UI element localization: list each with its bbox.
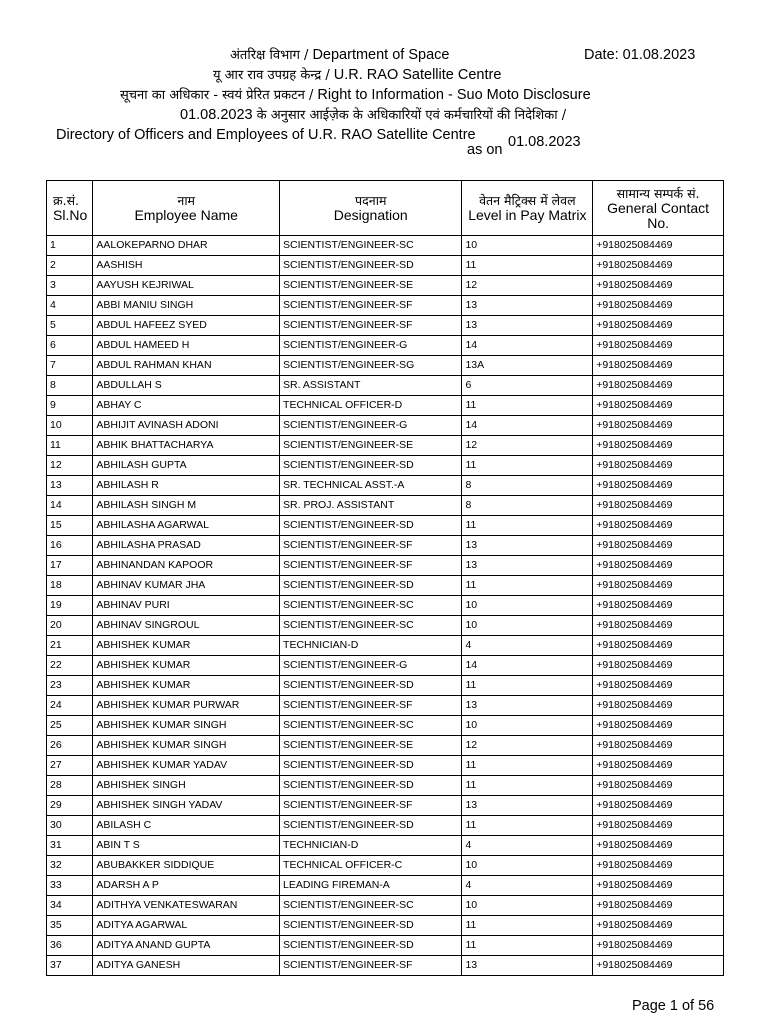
cell-designation: SCIENTIST/ENGINEER-SF	[280, 796, 462, 816]
cell-contact-no: +918025084469	[593, 736, 724, 756]
cell-designation: SCIENTIST/ENGINEER-SD	[280, 516, 462, 536]
cell-designation: TECHNICAL OFFICER-C	[280, 856, 462, 876]
cell-designation: SCIENTIST/ENGINEER-SF	[280, 536, 462, 556]
cell-contact-no: +918025084469	[593, 796, 724, 816]
cell-sl-no: 37	[47, 956, 93, 976]
header-department-hindi: अंतरिक्ष विभाग /	[230, 48, 309, 63]
cell-pay-level: 10	[462, 236, 593, 256]
cell-sl-no: 3	[47, 276, 93, 296]
cell-sl-no: 11	[47, 436, 93, 456]
cell-employee-name: ABHISHEK KUMAR	[93, 636, 280, 656]
cell-employee-name: AAYUSH KEJRIWAL	[93, 276, 280, 296]
cell-pay-level: 13	[462, 956, 593, 976]
cell-employee-name: ABDUL HAFEEZ SYED	[93, 316, 280, 336]
cell-pay-level: 11	[462, 816, 593, 836]
cell-designation: TECHNICIAN-D	[280, 636, 462, 656]
cell-pay-level: 4	[462, 876, 593, 896]
cell-contact-no: +918025084469	[593, 856, 724, 876]
table-row	[47, 736, 724, 756]
cell-sl-no: 6	[47, 336, 93, 356]
table-body	[47, 236, 724, 976]
table-row	[47, 956, 724, 976]
cell-designation: SCIENTIST/ENGINEER-SD	[280, 456, 462, 476]
cell-contact-no: +918025084469	[593, 516, 724, 536]
cell-pay-level: 13A	[462, 356, 593, 376]
cell-employee-name: ABHINAV PURI	[93, 596, 280, 616]
cell-designation: SCIENTIST/ENGINEER-SG	[280, 356, 462, 376]
cell-designation: SCIENTIST/ENGINEER-SE	[280, 276, 462, 296]
column-header-hindi: पदनाम	[355, 193, 387, 208]
cell-employee-name: AASHISH	[93, 256, 280, 276]
cell-contact-no: +918025084469	[593, 236, 724, 256]
cell-contact-no: +918025084469	[593, 916, 724, 936]
cell-sl-no: 35	[47, 916, 93, 936]
cell-designation: SCIENTIST/ENGINEER-G	[280, 416, 462, 436]
header-line-rti	[120, 86, 591, 105]
cell-employee-name: ABHILASHA PRASAD	[93, 536, 280, 556]
table-row	[47, 876, 724, 896]
header-directory-english: Directory of Officers and Employees of U.R. RAO Satellite Centre	[56, 127, 476, 143]
cell-designation: SCIENTIST/ENGINEER-SC	[280, 596, 462, 616]
cell-pay-level: 13	[462, 316, 593, 336]
cell-contact-no: +918025084469	[593, 956, 724, 976]
table-row	[47, 456, 724, 476]
cell-contact-no: +918025084469	[593, 676, 724, 696]
cell-designation: SCIENTIST/ENGINEER-SD	[280, 676, 462, 696]
cell-sl-no: 19	[47, 596, 93, 616]
cell-employee-name: ABHISHEK KUMAR SINGH	[93, 736, 280, 756]
cell-contact-no: +918025084469	[593, 256, 724, 276]
header-department-english: Department of Space	[308, 47, 450, 63]
cell-contact-no: +918025084469	[593, 656, 724, 676]
table-row	[47, 816, 724, 836]
cell-designation: SCIENTIST/ENGINEER-SF	[280, 316, 462, 336]
table-row	[47, 796, 724, 816]
cell-employee-name: ABHISHEK KUMAR	[93, 656, 280, 676]
cell-employee-name: ABHILASH R	[93, 476, 280, 496]
cell-designation: SCIENTIST/ENGINEER-SD	[280, 256, 462, 276]
cell-contact-no: +918025084469	[593, 456, 724, 476]
cell-employee-name: ABHIK BHATTACHARYA	[93, 436, 280, 456]
cell-employee-name: ABHILASH SINGH M	[93, 496, 280, 516]
cell-pay-level: 11	[462, 676, 593, 696]
cell-sl-no: 5	[47, 316, 93, 336]
table-row	[47, 856, 724, 876]
table-header-row	[47, 181, 724, 236]
cell-pay-level: 14	[462, 336, 593, 356]
cell-employee-name: ABHISHEK KUMAR SINGH	[93, 716, 280, 736]
cell-pay-level: 12	[462, 736, 593, 756]
cell-employee-name: ADITYA ANAND GUPTA	[93, 936, 280, 956]
table-row	[47, 516, 724, 536]
cell-designation: SR. ASSISTANT	[280, 376, 462, 396]
cell-sl-no: 18	[47, 576, 93, 596]
cell-designation: SR. TECHNICAL ASST.-A	[280, 476, 462, 496]
cell-pay-level: 10	[462, 716, 593, 736]
table-row	[47, 276, 724, 296]
table-row	[47, 396, 724, 416]
cell-employee-name: ABHINAV SINGROUL	[93, 616, 280, 636]
cell-sl-no: 24	[47, 696, 93, 716]
cell-contact-no: +918025084469	[593, 716, 724, 736]
cell-sl-no: 29	[47, 796, 93, 816]
cell-sl-no: 8	[47, 376, 93, 396]
header-rti-english: Right to Information - Suo Moto Disclosure	[313, 87, 591, 103]
cell-contact-no: +918025084469	[593, 476, 724, 496]
cell-contact-no: +918025084469	[593, 276, 724, 296]
cell-pay-level: 14	[462, 656, 593, 676]
cell-designation: SCIENTIST/ENGINEER-SE	[280, 436, 462, 456]
cell-contact-no: +918025084469	[593, 756, 724, 776]
cell-employee-name: ABHISHEK KUMAR PURWAR	[93, 696, 280, 716]
header-line-centre	[213, 66, 501, 85]
header-directory-date: 01.08.2023	[180, 107, 257, 123]
cell-contact-no: +918025084469	[593, 316, 724, 336]
cell-designation: SCIENTIST/ENGINEER-SF	[280, 556, 462, 576]
cell-employee-name: ABDUL HAMEED H	[93, 336, 280, 356]
header-as-on-date: 01.08.2023	[508, 134, 581, 150]
cell-designation: SCIENTIST/ENGINEER-G	[280, 336, 462, 356]
cell-pay-level: 8	[462, 476, 593, 496]
table-row	[47, 496, 724, 516]
cell-sl-no: 26	[47, 736, 93, 756]
cell-employee-name: ABHISHEK SINGH	[93, 776, 280, 796]
cell-pay-level: 11	[462, 936, 593, 956]
cell-designation: SCIENTIST/ENGINEER-SE	[280, 736, 462, 756]
cell-designation: SCIENTIST/ENGINEER-SC	[280, 236, 462, 256]
cell-sl-no: 16	[47, 536, 93, 556]
cell-contact-no: +918025084469	[593, 896, 724, 916]
cell-pay-level: 12	[462, 436, 593, 456]
cell-sl-no: 9	[47, 396, 93, 416]
cell-employee-name: ABBI MANIU SINGH	[93, 296, 280, 316]
table-row	[47, 316, 724, 336]
cell-employee-name: ABHISHEK KUMAR YADAV	[93, 756, 280, 776]
cell-pay-level: 10	[462, 616, 593, 636]
cell-sl-no: 15	[47, 516, 93, 536]
cell-contact-no: +918025084469	[593, 356, 724, 376]
cell-contact-no: +918025084469	[593, 336, 724, 356]
cell-employee-name: ABHINAV KUMAR JHA	[93, 576, 280, 596]
cell-pay-level: 4	[462, 836, 593, 856]
table-row	[47, 716, 724, 736]
cell-sl-no: 36	[47, 936, 93, 956]
cell-pay-level: 13	[462, 796, 593, 816]
cell-employee-name: ADITHYA VENKATESWARAN	[93, 896, 280, 916]
cell-pay-level: 10	[462, 896, 593, 916]
cell-pay-level: 12	[462, 276, 593, 296]
cell-sl-no: 17	[47, 556, 93, 576]
cell-contact-no: +918025084469	[593, 596, 724, 616]
table-row	[47, 556, 724, 576]
cell-designation: SCIENTIST/ENGINEER-G	[280, 656, 462, 676]
cell-designation: SCIENTIST/ENGINEER-SF	[280, 956, 462, 976]
column-header-english: Employee Name	[134, 207, 238, 223]
cell-contact-no: +918025084469	[593, 776, 724, 796]
cell-employee-name: AALOKEPARNO DHAR	[93, 236, 280, 256]
table-row	[47, 936, 724, 956]
cell-pay-level: 13	[462, 556, 593, 576]
table-row	[47, 356, 724, 376]
cell-sl-no: 34	[47, 896, 93, 916]
cell-contact-no: +918025084469	[593, 416, 724, 436]
table-row	[47, 376, 724, 396]
table-row	[47, 256, 724, 276]
cell-pay-level: 11	[462, 516, 593, 536]
cell-contact-no: +918025084469	[593, 376, 724, 396]
table-row	[47, 776, 724, 796]
cell-sl-no: 4	[47, 296, 93, 316]
cell-pay-level: 11	[462, 576, 593, 596]
cell-sl-no: 1	[47, 236, 93, 256]
cell-designation: SCIENTIST/ENGINEER-SC	[280, 716, 462, 736]
cell-contact-no: +918025084469	[593, 616, 724, 636]
cell-designation: LEADING FIREMAN-A	[280, 876, 462, 896]
cell-sl-no: 14	[47, 496, 93, 516]
cell-designation: SCIENTIST/ENGINEER-SC	[280, 616, 462, 636]
cell-pay-level: 14	[462, 416, 593, 436]
page-number: Page 1 of 56	[632, 998, 715, 1014]
table-row	[47, 676, 724, 696]
header-line-department	[230, 46, 449, 65]
cell-employee-name: ABHAY C	[93, 396, 280, 416]
header-as-on-label: as on	[467, 142, 503, 158]
table-row	[47, 756, 724, 776]
column-header-hindi: वेतन मैट्रिक्स में लेवल	[479, 193, 576, 208]
cell-sl-no: 13	[47, 476, 93, 496]
cell-contact-no: +918025084469	[593, 436, 724, 456]
cell-contact-no: +918025084469	[593, 636, 724, 656]
table-row	[47, 336, 724, 356]
column-header-designation	[280, 181, 462, 236]
employee-directory-table	[46, 180, 724, 976]
cell-contact-no: +918025084469	[593, 936, 724, 956]
cell-designation: SCIENTIST/ENGINEER-SC	[280, 896, 462, 916]
cell-sl-no: 12	[47, 456, 93, 476]
cell-pay-level: 11	[462, 916, 593, 936]
cell-designation: SCIENTIST/ENGINEER-SD	[280, 916, 462, 936]
header-date: Date: 01.08.2023	[584, 47, 696, 63]
cell-designation: SR. PROJ. ASSISTANT	[280, 496, 462, 516]
header-line-directory-hindi	[180, 106, 566, 125]
cell-designation: TECHNICIAN-D	[280, 836, 462, 856]
column-header-pay-level	[462, 181, 593, 236]
cell-pay-level: 11	[462, 776, 593, 796]
header-centre-english: U.R. RAO Satellite Centre	[329, 67, 502, 83]
cell-sl-no: 7	[47, 356, 93, 376]
table-row	[47, 296, 724, 316]
cell-employee-name: ABDULLAH S	[93, 376, 280, 396]
column-header-english: Designation	[333, 207, 408, 223]
column-header-english: Level in Pay Matrix	[468, 207, 587, 223]
cell-pay-level: 10	[462, 856, 593, 876]
cell-designation: TECHNICAL OFFICER-D	[280, 396, 462, 416]
column-header-contact	[593, 181, 724, 236]
cell-pay-level: 8	[462, 496, 593, 516]
table-row	[47, 476, 724, 496]
cell-contact-no: +918025084469	[593, 396, 724, 416]
header-directory-hindi: के अनुसार आईज़ेक के अधिकारियों एवं कर्मचारियों की निदेशिका /	[256, 108, 567, 123]
cell-pay-level: 11	[462, 256, 593, 276]
table-row	[47, 436, 724, 456]
cell-employee-name: ABUBAKKER SIDDIQUE	[93, 856, 280, 876]
cell-designation: SCIENTIST/ENGINEER-SF	[280, 296, 462, 316]
cell-sl-no: 28	[47, 776, 93, 796]
table-row	[47, 636, 724, 656]
cell-employee-name: ABHILASHA AGARWAL	[93, 516, 280, 536]
cell-pay-level: 10	[462, 596, 593, 616]
column-header-employee-name	[93, 181, 280, 236]
table-row	[47, 616, 724, 636]
cell-pay-level: 11	[462, 396, 593, 416]
cell-contact-no: +918025084469	[593, 536, 724, 556]
cell-contact-no: +918025084469	[593, 496, 724, 516]
cell-pay-level: 13	[462, 296, 593, 316]
cell-sl-no: 27	[47, 756, 93, 776]
cell-designation: SCIENTIST/ENGINEER-SF	[280, 696, 462, 716]
table-row	[47, 416, 724, 436]
cell-contact-no: +918025084469	[593, 836, 724, 856]
cell-contact-no: +918025084469	[593, 696, 724, 716]
cell-sl-no: 21	[47, 636, 93, 656]
cell-pay-level: 4	[462, 636, 593, 656]
cell-designation: SCIENTIST/ENGINEER-SD	[280, 816, 462, 836]
cell-pay-level: 6	[462, 376, 593, 396]
column-header-hindi: क्र.सं.	[53, 193, 79, 208]
cell-pay-level: 13	[462, 536, 593, 556]
column-header-sl-no	[47, 181, 93, 236]
cell-contact-no: +918025084469	[593, 876, 724, 896]
cell-sl-no: 20	[47, 616, 93, 636]
table-row	[47, 536, 724, 556]
cell-employee-name: ABHINANDAN KAPOOR	[93, 556, 280, 576]
column-header-english: General Contact No.	[607, 199, 710, 231]
cell-sl-no: 10	[47, 416, 93, 436]
cell-sl-no: 22	[47, 656, 93, 676]
cell-sl-no: 32	[47, 856, 93, 876]
cell-contact-no: +918025084469	[593, 556, 724, 576]
cell-pay-level: 13	[462, 696, 593, 716]
table-row	[47, 836, 724, 856]
table-row	[47, 596, 724, 616]
cell-employee-name: ABDUL RAHMAN KHAN	[93, 356, 280, 376]
cell-sl-no: 31	[47, 836, 93, 856]
table-row	[47, 916, 724, 936]
header-centre-hindi: यू आर राव उपग्रह केन्द्र /	[213, 68, 330, 83]
cell-pay-level: 11	[462, 456, 593, 476]
header-rti-hindi: सूचना का अधिकार - स्वयं प्रेरित प्रकटन /	[120, 88, 314, 103]
cell-designation: SCIENTIST/ENGINEER-SD	[280, 776, 462, 796]
cell-employee-name: ABHISHEK KUMAR	[93, 676, 280, 696]
cell-contact-no: +918025084469	[593, 576, 724, 596]
cell-sl-no: 30	[47, 816, 93, 836]
cell-employee-name: ADARSH A P	[93, 876, 280, 896]
cell-employee-name: ADITYA GANESH	[93, 956, 280, 976]
column-header-hindi: सामान्य सम्पर्क सं.	[616, 185, 700, 201]
cell-designation: SCIENTIST/ENGINEER-SD	[280, 576, 462, 596]
cell-employee-name: ABHIJIT AVINASH ADONI	[93, 416, 280, 436]
cell-employee-name: ABHILASH GUPTA	[93, 456, 280, 476]
cell-designation: SCIENTIST/ENGINEER-SD	[280, 936, 462, 956]
table-row	[47, 236, 724, 256]
cell-pay-level: 11	[462, 756, 593, 776]
cell-sl-no: 33	[47, 876, 93, 896]
table-row	[47, 576, 724, 596]
cell-contact-no: +918025084469	[593, 296, 724, 316]
cell-employee-name: ADITYA AGARWAL	[93, 916, 280, 936]
table-row	[47, 896, 724, 916]
cell-employee-name: ABHISHEK SINGH YADAV	[93, 796, 280, 816]
column-header-english: Sl.No	[53, 207, 88, 223]
column-header-hindi: नाम	[177, 193, 196, 208]
cell-contact-no: +918025084469	[593, 816, 724, 836]
cell-employee-name: ABIN T S	[93, 836, 280, 856]
cell-employee-name: ABILASH C	[93, 816, 280, 836]
cell-designation: SCIENTIST/ENGINEER-SD	[280, 756, 462, 776]
cell-sl-no: 23	[47, 676, 93, 696]
table-row	[47, 696, 724, 716]
table-row	[47, 656, 724, 676]
cell-sl-no: 2	[47, 256, 93, 276]
cell-sl-no: 25	[47, 716, 93, 736]
